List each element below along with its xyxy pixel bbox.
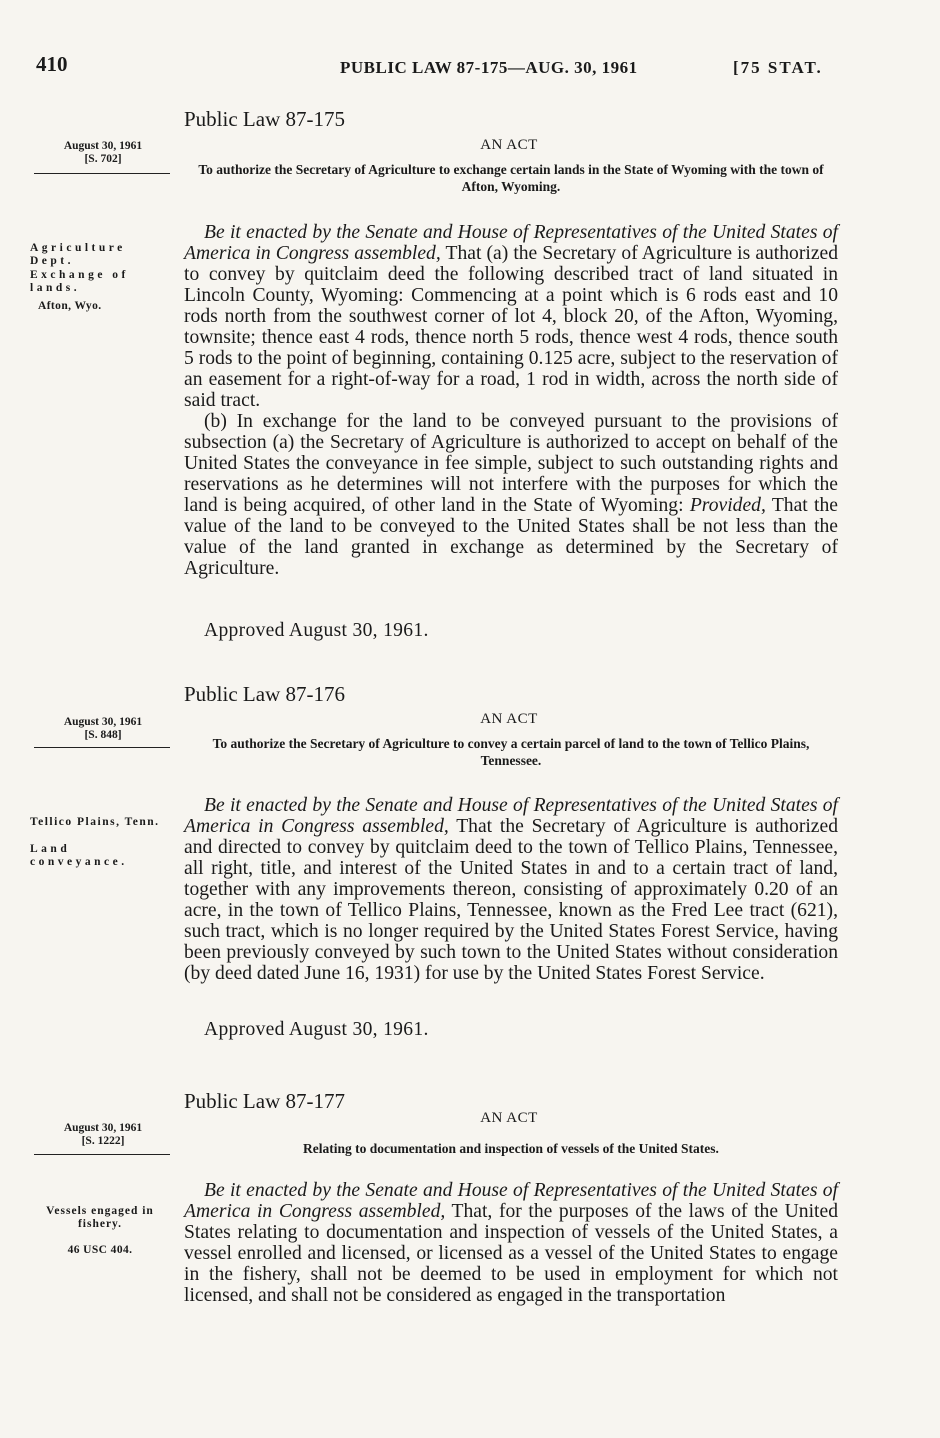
act-label: AN ACT	[480, 711, 538, 727]
enacting-clause: Be it enacted by the Senate and House of Representatives of the United States of America in Congress assembled,	[184, 1180, 838, 1222]
section-b: (b) In exchange for the land to be conveyed pursuant to the provisions of subsection (a) the Secretary of Agriculture is authorized to accept on behalf of the United States the conveyance in fee simple, subject to such outstanding rights and reservations as he determines will not interfere with the purposes for which the land is being acquired, of other land in the State of Wyoming:	[184, 411, 838, 516]
proviso-text: That the value of the land to be conveyed to the United States shall be not less than the value of the land granted in exchange as determined by the Secretary of Agriculture.	[184, 495, 838, 579]
margin-note: Exchange of lands.	[30, 269, 129, 294]
section-a: That (a) the Secretary of Agriculture is authorized to convey by quitclaim deed the following described tract of land situated in Lincoln County, Wyoming: Commencing at a point which is 6 rods east and 10 rods north from the southwest corner of lot 4, block 20, of the Afton, Wyoming, townsite; thence east 4 rods, thence north 5 rods, thence west 4 rods, thence south 5 rods to the point of beginning, containing 0.125 acre, subject to the reservation of an easement for a right-of-way for a road, 1 rod in width, across the north side of said tract.	[184, 243, 839, 411]
act-label: AN ACT	[480, 1110, 538, 1126]
law-body	[184, 222, 838, 579]
volume-reference: [75 STAT.	[733, 58, 823, 77]
margin-bill-number: [S. 848]	[84, 729, 122, 741]
law-title-87-177: Public Law 87-177	[184, 1089, 345, 1113]
margin-note: Land conveyance.	[30, 843, 128, 868]
running-header-title: PUBLIC LAW 87-175—AUG. 30, 1961	[340, 58, 638, 77]
section-text: That the Secretary of Agriculture is authorized and directed to convey by quitclaim deed to the town of Tellico Plains, Tennessee, all right, title, and interest of the United States in and to a certain tract of land, together with any improvements thereon, consisting of approximately 0.20 of an acre, in the town of Tellico Plains, Tennessee, known as the Fred Lee tract (621), such tract, which is no longer required by the United States Forest Service, having been previously conveyed by such town to the United States without consideration (by deed dated June 16, 1931) for use by the United States Forest Service.	[184, 816, 838, 984]
margin-rule	[34, 1154, 170, 1155]
margin-bill-number: [S. 1222]	[81, 1135, 125, 1147]
proviso: Provided,	[689, 495, 766, 516]
margin-note: Vessels engaged in fishery.	[46, 1205, 154, 1230]
approval-date: Approved August 30, 1961.	[204, 620, 429, 641]
law-title-87-176: Public Law 87-176	[184, 682, 345, 706]
approval-date: Approved August 30, 1961.	[204, 1019, 429, 1040]
margin-date: August 30, 1961	[63, 140, 143, 152]
enacting-clause: Be it enacted by the Senate and House of Representatives of the United States of America in Congress assembled,	[184, 795, 838, 837]
margin-note: Tellico Plains, Tenn.	[30, 816, 160, 828]
margin-rule	[34, 173, 170, 174]
page-number: 410	[36, 52, 68, 76]
enacting-clause: Be it enacted by the Senate and House of Representatives of the United States of America in Congress assembled,	[184, 222, 838, 264]
margin-note: 46 USC 404.	[67, 1244, 133, 1256]
margin-date: August 30, 1961	[63, 716, 143, 728]
act-description: To authorize the Secretary of Agriculture to exchange certain lands in the State of Wyoming with the town of Afton, Wyoming.	[198, 162, 824, 194]
margin-bill-number: [S. 702]	[84, 153, 122, 165]
margin-rule	[34, 747, 170, 748]
margin-note: Agriculture Dept.	[30, 242, 126, 267]
act-label: AN ACT	[480, 137, 538, 153]
margin-date: August 30, 1961	[63, 1122, 143, 1134]
act-description: Relating to documentation and inspection of vessels of the United States.	[303, 1141, 719, 1156]
act-description: To authorize the Secretary of Agriculture to convey a certain parcel of land to the town of Tellico Plains, Tennessee.	[212, 736, 810, 768]
law-body	[184, 795, 838, 984]
law-body	[184, 1180, 838, 1306]
margin-note: Afton, Wyo.	[38, 300, 102, 312]
section-text: That, for the purposes of the laws of the United States relating to documentation and inspection of vessels of the United States, a vessel enrolled and licensed, or licensed as a vessel of the United States to engage in the fishery, shall not be deemed to be used in employment for which not licensed, and shall not be considered as engaged in the transportation	[184, 1201, 838, 1306]
law-title-87-175: Public Law 87-175	[184, 107, 345, 131]
